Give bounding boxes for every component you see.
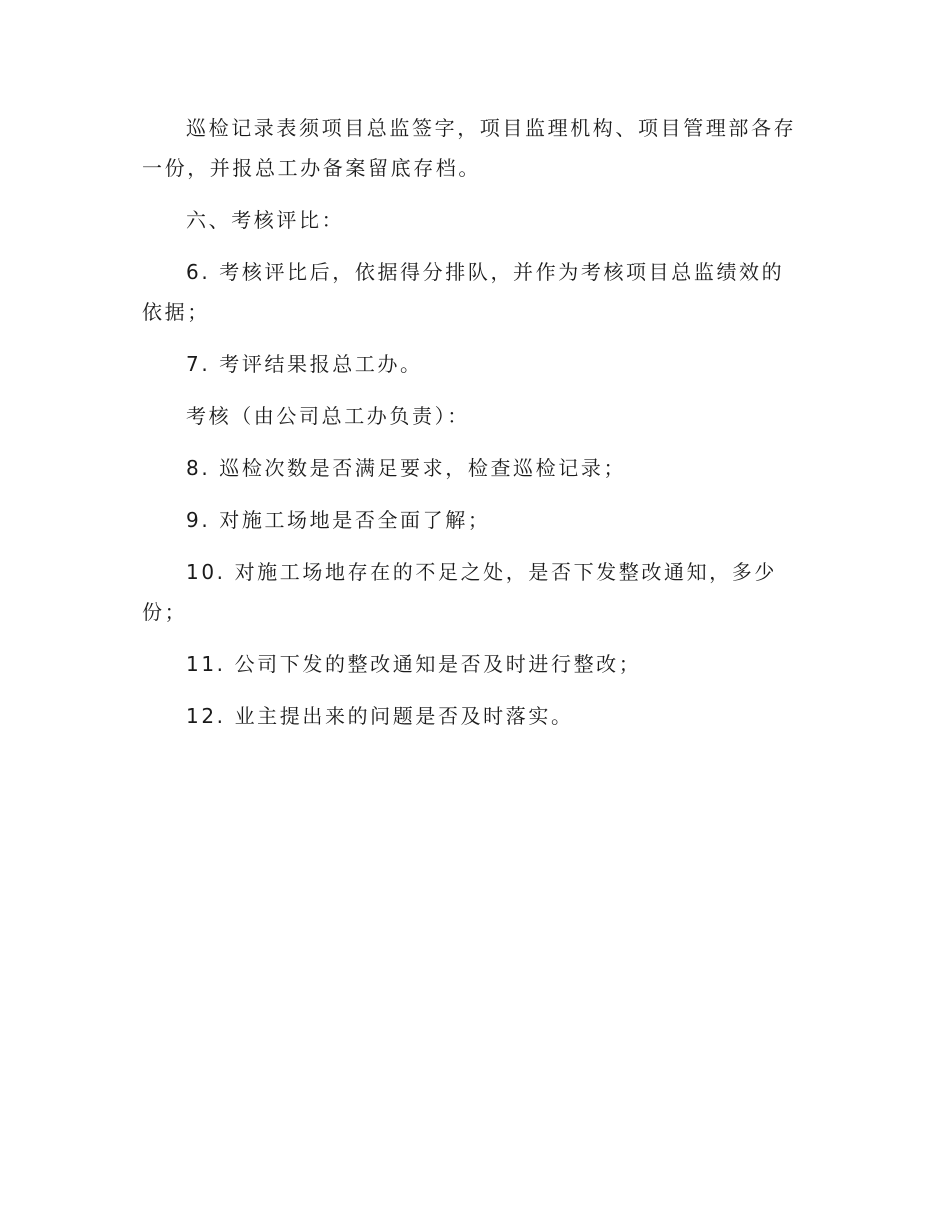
section-heading-evaluation: 六、考核评比： [186,208,345,232]
document-body [142,108,802,736]
list-item-8: 8. 巡检次数是否满足要求，检查巡检记录； [186,456,627,480]
paragraph-inspection-record: 巡检记录表须项目总监签字，项目监理机构、项目管理部各存一份，并报总工办备案留底存档。 [142,116,797,180]
list-item-7: 7. 考评结果报总工办。 [186,352,423,376]
list-item-6: 6. 考核评比后，依据得分排队，并作为考核项目总监绩效的依据； [142,260,785,324]
list-item-9: 9. 对施工场地是否全面了解； [186,508,491,532]
paragraph-assessment: 考核（由公司总工办负责）： [186,404,470,428]
list-item-10: 10. 对施工场地存在的不足之处，是否下发整改通知，多少份； [142,560,777,624]
list-item-11: 11. 公司下发的整改通知是否及时进行整改； [186,652,642,676]
list-item-12: 12. 业主提出来的问题是否及时落实。 [186,704,574,728]
